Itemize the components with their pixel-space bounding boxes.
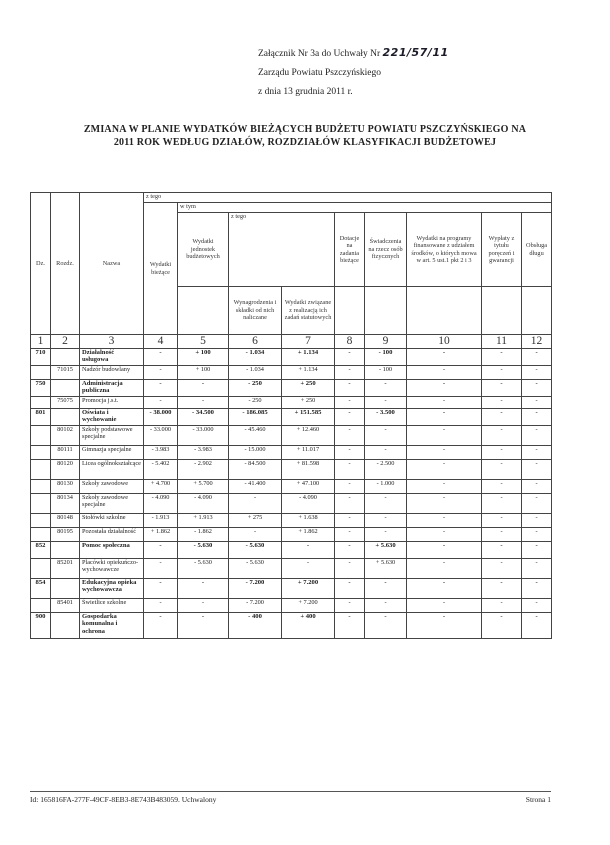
cell-c12: - <box>522 514 552 528</box>
col-number: 6 <box>229 335 282 349</box>
header-nazwa: Nazwa <box>80 193 144 335</box>
col-number: 10 <box>407 335 482 349</box>
table-row <box>31 349 552 366</box>
cell-nazwa: Placówki opiekuńczo-wychowawcze <box>80 559 144 579</box>
cell-c6: - 84.500 <box>229 460 282 480</box>
cell-c6: - 5.630 <box>229 542 282 559</box>
header-z-tego: z tego <box>144 193 552 203</box>
cell-dz <box>31 460 51 480</box>
header-dotacje: Dotacje na zadania bieżące <box>335 213 365 287</box>
cell-c8: - <box>335 480 365 494</box>
cell-c9: - <box>365 579 407 599</box>
column-number-row <box>31 335 552 349</box>
cell-c10: - <box>407 349 482 366</box>
cell-nazwa: Oświata i wychowanie <box>80 409 144 426</box>
document-title-line-2: 2011 ROK WEDŁUG DZIAŁÓW, ROZDZIAŁÓW KLASYFIKACJI BUDŻETOWEJ <box>113 137 497 148</box>
budget-table-wrapper <box>30 192 551 639</box>
cell-c12: - <box>522 426 552 446</box>
cell-c8: - <box>335 542 365 559</box>
cell-c11: - <box>482 480 522 494</box>
cell-dz <box>31 559 51 579</box>
col-number: 11 <box>482 335 522 349</box>
header-wyplaty: Wypłaty z tytułu poręczeń i gwarancji <box>482 213 522 287</box>
cell-c6: - 15.000 <box>229 446 282 460</box>
col-number: 7 <box>282 335 335 349</box>
cell-c5: + 5.700 <box>178 480 229 494</box>
cell-c4: - <box>144 349 178 366</box>
cell-c5: - 5.630 <box>178 559 229 579</box>
cell-c4: - 38.000 <box>144 409 178 426</box>
table-row <box>31 397 552 409</box>
cell-c11: - <box>482 397 522 409</box>
cell-c7: + 151.585 <box>282 409 335 426</box>
cell-c9: + 5.630 <box>365 542 407 559</box>
page-footer <box>30 791 551 804</box>
cell-c6: - 45.460 <box>229 426 282 446</box>
cell-dz <box>31 426 51 446</box>
cell-c7: + 12.460 <box>282 426 335 446</box>
attachment-prefix: Załącznik Nr 3a do Uchwały Nr <box>258 49 381 59</box>
cell-c6: - 400 <box>229 613 282 639</box>
document-id: Id: 165816FA-277F-49CF-8EB3-8E743B483059. Uchwalony <box>30 795 217 804</box>
header-programy: Wydatki na programy finansowane z udziałem środków, o których mowa w art. 5 ust.1 pkt 2 i 3 <box>407 213 482 287</box>
cell-rozdz: 71015 <box>51 366 80 380</box>
cell-c8: - <box>335 514 365 528</box>
cell-c5: - <box>178 579 229 599</box>
cell-dz <box>31 480 51 494</box>
cell-c10: - <box>407 494 482 514</box>
cell-dz <box>31 599 51 613</box>
cell-c8: - <box>335 397 365 409</box>
cell-c10: - <box>407 613 482 639</box>
attachment-header <box>258 43 449 102</box>
cell-dz <box>31 494 51 514</box>
table-row <box>31 366 552 380</box>
cell-c11: - <box>482 349 522 366</box>
cell-c11: - <box>482 366 522 380</box>
cell-c12: - <box>522 380 552 397</box>
cell-c9: - 2.500 <box>365 460 407 480</box>
table-row <box>31 599 552 613</box>
cell-c9: - <box>365 494 407 514</box>
cell-rozdz <box>51 349 80 366</box>
table-row <box>31 613 552 639</box>
cell-c5: - 2.902 <box>178 460 229 480</box>
header-wydatki-zwiazane: Wydatki związane z realizacją ich zadań statutowych <box>282 287 335 335</box>
table-row <box>31 380 552 397</box>
cell-c7: + 250 <box>282 380 335 397</box>
col-number: 4 <box>144 335 178 349</box>
cell-c12: - <box>522 397 552 409</box>
cell-rozdz <box>51 380 80 397</box>
cell-nazwa: Promocja j.s.t. <box>80 397 144 409</box>
table-row <box>31 528 552 542</box>
cell-c11: - <box>482 514 522 528</box>
header-empty-10 <box>407 287 482 335</box>
cell-dz: 801 <box>31 409 51 426</box>
cell-rozdz <box>51 579 80 599</box>
cell-nazwa: Administracja publiczna <box>80 380 144 397</box>
cell-c7: + 1.862 <box>282 528 335 542</box>
cell-nazwa: Gospodarka komunalna i ochrona <box>80 613 144 639</box>
cell-c5: - 33.000 <box>178 426 229 446</box>
cell-dz <box>31 366 51 380</box>
cell-c4: + 1.862 <box>144 528 178 542</box>
cell-c9: + 5.630 <box>365 559 407 579</box>
table-row <box>31 426 552 446</box>
cell-c10: - <box>407 599 482 613</box>
cell-rozdz: 80111 <box>51 446 80 460</box>
cell-c8: - <box>335 528 365 542</box>
cell-c8: - <box>335 349 365 366</box>
cell-c7: + 1.134 <box>282 366 335 380</box>
col-number: 3 <box>80 335 144 349</box>
resolution-number-handwritten: 221/57/11 <box>382 46 449 59</box>
cell-rozdz <box>51 409 80 426</box>
cell-c12: - <box>522 409 552 426</box>
cell-c9: - <box>365 446 407 460</box>
budget-table <box>30 192 552 639</box>
col-number: 2 <box>51 335 80 349</box>
cell-c8: - <box>335 380 365 397</box>
cell-c8: - <box>335 559 365 579</box>
cell-nazwa: Gimnazja specjalne <box>80 446 144 460</box>
cell-c9: - 3.500 <box>365 409 407 426</box>
table-row <box>31 559 552 579</box>
cell-c10: - <box>407 559 482 579</box>
cell-c7: - <box>282 542 335 559</box>
table-row <box>31 460 552 480</box>
cell-c6: - 1.034 <box>229 366 282 380</box>
cell-c12: - <box>522 528 552 542</box>
table-row <box>31 409 552 426</box>
cell-c10: - <box>407 460 482 480</box>
cell-c7: + 250 <box>282 397 335 409</box>
cell-c5: - <box>178 380 229 397</box>
cell-rozdz: 80130 <box>51 480 80 494</box>
cell-c4: - <box>144 599 178 613</box>
cell-c4: - <box>144 380 178 397</box>
table-row <box>31 514 552 528</box>
cell-c11: - <box>482 380 522 397</box>
cell-c10: - <box>407 542 482 559</box>
cell-c6: - 186.085 <box>229 409 282 426</box>
cell-c6: - 7.200 <box>229 599 282 613</box>
cell-c10: - <box>407 397 482 409</box>
table-row <box>31 446 552 460</box>
cell-c11: - <box>482 542 522 559</box>
cell-c6: - 250 <box>229 380 282 397</box>
cell-c12: - <box>522 366 552 380</box>
col-number: 9 <box>365 335 407 349</box>
header-wydatki-jednostek: Wydatki jednostek budżetowych <box>178 213 229 287</box>
cell-rozdz: 85401 <box>51 599 80 613</box>
col-number: 1 <box>31 335 51 349</box>
cell-nazwa: Szkoły podstawowe specjalne <box>80 426 144 446</box>
cell-dz <box>31 397 51 409</box>
cell-c7: + 400 <box>282 613 335 639</box>
cell-c9: - <box>365 380 407 397</box>
cell-c4: - 5.402 <box>144 460 178 480</box>
cell-nazwa: Pozostała działalność <box>80 528 144 542</box>
cell-c5: - 5.630 <box>178 542 229 559</box>
cell-c5: + 100 <box>178 349 229 366</box>
cell-c12: - <box>522 349 552 366</box>
cell-nazwa: Pomoc społeczna <box>80 542 144 559</box>
cell-dz: 750 <box>31 380 51 397</box>
cell-c11: - <box>482 599 522 613</box>
cell-c8: - <box>335 409 365 426</box>
cell-c4: - <box>144 559 178 579</box>
cell-nazwa: Szkoły zawodowe specjalne <box>80 494 144 514</box>
cell-c7: + 1.134 <box>282 349 335 366</box>
cell-c9: - <box>365 528 407 542</box>
cell-c10: - <box>407 409 482 426</box>
cell-c4: - <box>144 397 178 409</box>
cell-c11: - <box>482 494 522 514</box>
cell-c7: - 4.090 <box>282 494 335 514</box>
header-swiadczenia: Świadczenia na rzecz osób fizycznych <box>365 213 407 287</box>
cell-c12: - <box>522 446 552 460</box>
cell-c10: - <box>407 366 482 380</box>
cell-rozdz: 80195 <box>51 528 80 542</box>
cell-c12: - <box>522 494 552 514</box>
cell-c5: - 1.862 <box>178 528 229 542</box>
cell-c8: - <box>335 366 365 380</box>
header-empty-8 <box>335 287 365 335</box>
cell-rozdz <box>51 542 80 559</box>
cell-c4: - <box>144 542 178 559</box>
cell-c10: - <box>407 514 482 528</box>
cell-c8: - <box>335 579 365 599</box>
cell-dz <box>31 528 51 542</box>
cell-c9: - 1.000 <box>365 480 407 494</box>
cell-c5: + 1.913 <box>178 514 229 528</box>
cell-c8: - <box>335 426 365 446</box>
cell-c12: - <box>522 559 552 579</box>
page-number: Strona 1 <box>525 795 551 804</box>
cell-c12: - <box>522 542 552 559</box>
cell-c9: - <box>365 514 407 528</box>
cell-c8: - <box>335 599 365 613</box>
cell-nazwa: Stołówki szkolne <box>80 514 144 528</box>
header-dz: Dz. <box>31 193 51 335</box>
cell-c6: - 7.200 <box>229 579 282 599</box>
cell-rozdz: 80120 <box>51 460 80 480</box>
col-number: 8 <box>335 335 365 349</box>
cell-rozdz: 80148 <box>51 514 80 528</box>
cell-c6: - 5.630 <box>229 559 282 579</box>
header-empty-11 <box>482 287 522 335</box>
cell-c12: - <box>522 480 552 494</box>
table-row <box>31 579 552 599</box>
cell-c10: - <box>407 426 482 446</box>
cell-c10: - <box>407 528 482 542</box>
cell-dz: 900 <box>31 613 51 639</box>
cell-c5: - <box>178 397 229 409</box>
cell-c5: - 34.500 <box>178 409 229 426</box>
cell-c9: - <box>365 426 407 446</box>
header-z-tego-2: z tego <box>229 213 335 287</box>
header-wynagrodzenia: Wynagrodzenia i składki od nich naliczane <box>229 287 282 335</box>
cell-c6: - 1.034 <box>229 349 282 366</box>
cell-nazwa: Szkoły zawodowe <box>80 480 144 494</box>
cell-c6: - 250 <box>229 397 282 409</box>
cell-nazwa: Działalność usługowa <box>80 349 144 366</box>
cell-c11: - <box>482 460 522 480</box>
cell-c6: + 275 <box>229 514 282 528</box>
cell-c4: - 33.000 <box>144 426 178 446</box>
cell-c10: - <box>407 480 482 494</box>
cell-c11: - <box>482 579 522 599</box>
cell-c7: + 11.017 <box>282 446 335 460</box>
cell-c5: - <box>178 613 229 639</box>
cell-c12: - <box>522 599 552 613</box>
cell-c5: - 3.983 <box>178 446 229 460</box>
cell-c4: - 1.913 <box>144 514 178 528</box>
cell-nazwa: Nadzór budowlany <box>80 366 144 380</box>
cell-nazwa: Świetlice szkolne <box>80 599 144 613</box>
header-empty-9 <box>365 287 407 335</box>
header-w-tym: w tym <box>178 203 552 213</box>
budget-table-body <box>31 349 552 639</box>
cell-c7: - <box>282 559 335 579</box>
cell-dz: 854 <box>31 579 51 599</box>
cell-rozdz: 80102 <box>51 426 80 446</box>
cell-c4: - 4.090 <box>144 494 178 514</box>
cell-dz: 852 <box>31 542 51 559</box>
cell-nazwa: Edukacyjna opieka wychowawcza <box>80 579 144 599</box>
col-number: 5 <box>178 335 229 349</box>
cell-c11: - <box>482 409 522 426</box>
cell-c4: - <box>144 366 178 380</box>
cell-c8: - <box>335 460 365 480</box>
cell-c9: - <box>365 397 407 409</box>
document-title-line-1: ZMIANA W PLANIE WYDATKÓW BIEŻĄCYCH BUDŻETU POWIATU PSZCZYŃSKIEGO NA <box>83 124 527 135</box>
cell-c10: - <box>407 446 482 460</box>
attachment-line-3: z dnia 13 grudnia 2011 r. <box>258 87 353 97</box>
cell-c12: - <box>522 613 552 639</box>
cell-rozdz <box>51 613 80 639</box>
cell-dz: 710 <box>31 349 51 366</box>
col-number: 12 <box>522 335 552 349</box>
cell-c4: - 3.983 <box>144 446 178 460</box>
cell-c6: - <box>229 494 282 514</box>
cell-c6: - 41.400 <box>229 480 282 494</box>
cell-dz <box>31 514 51 528</box>
cell-c7: + 1.638 <box>282 514 335 528</box>
cell-c11: - <box>482 426 522 446</box>
table-row <box>31 494 552 514</box>
cell-c8: - <box>335 494 365 514</box>
cell-c5: - 4.090 <box>178 494 229 514</box>
cell-c7: + 7.200 <box>282 599 335 613</box>
table-row <box>31 480 552 494</box>
cell-c12: - <box>522 460 552 480</box>
header-rozdz: Rozdz. <box>51 193 80 335</box>
cell-c7: + 81.598 <box>282 460 335 480</box>
cell-c5: + 100 <box>178 366 229 380</box>
cell-c6: - <box>229 528 282 542</box>
attachment-line-2: Zarządu Powiatu Pszczyńskiego <box>258 68 381 78</box>
header-wydatki-biezace: Wydatki bieżące <box>144 203 178 335</box>
cell-rozdz: 80134 <box>51 494 80 514</box>
header-empty-5 <box>178 287 229 335</box>
cell-nazwa: Licea ogólnokształcące <box>80 460 144 480</box>
cell-c7: + 7.200 <box>282 579 335 599</box>
cell-c9: - <box>365 599 407 613</box>
cell-c4: - <box>144 613 178 639</box>
cell-c10: - <box>407 380 482 397</box>
header-empty-12 <box>522 287 552 335</box>
cell-c8: - <box>335 446 365 460</box>
cell-c12: - <box>522 579 552 599</box>
document-title <box>40 123 570 149</box>
cell-c9: - <box>365 613 407 639</box>
cell-c5: - <box>178 599 229 613</box>
cell-c9: - 100 <box>365 349 407 366</box>
cell-c10: - <box>407 579 482 599</box>
cell-c11: - <box>482 528 522 542</box>
cell-c11: - <box>482 559 522 579</box>
cell-c8: - <box>335 613 365 639</box>
attachment-line-1 <box>258 43 449 64</box>
cell-c11: - <box>482 446 522 460</box>
table-row <box>31 542 552 559</box>
cell-c9: - 100 <box>365 366 407 380</box>
cell-dz <box>31 446 51 460</box>
cell-c11: - <box>482 613 522 639</box>
header-obsluga: Obsługa długu <box>522 213 552 287</box>
cell-rozdz: 75075 <box>51 397 80 409</box>
cell-rozdz: 85201 <box>51 559 80 579</box>
cell-c4: + 4.700 <box>144 480 178 494</box>
cell-c4: - <box>144 579 178 599</box>
cell-c7: + 47.100 <box>282 480 335 494</box>
